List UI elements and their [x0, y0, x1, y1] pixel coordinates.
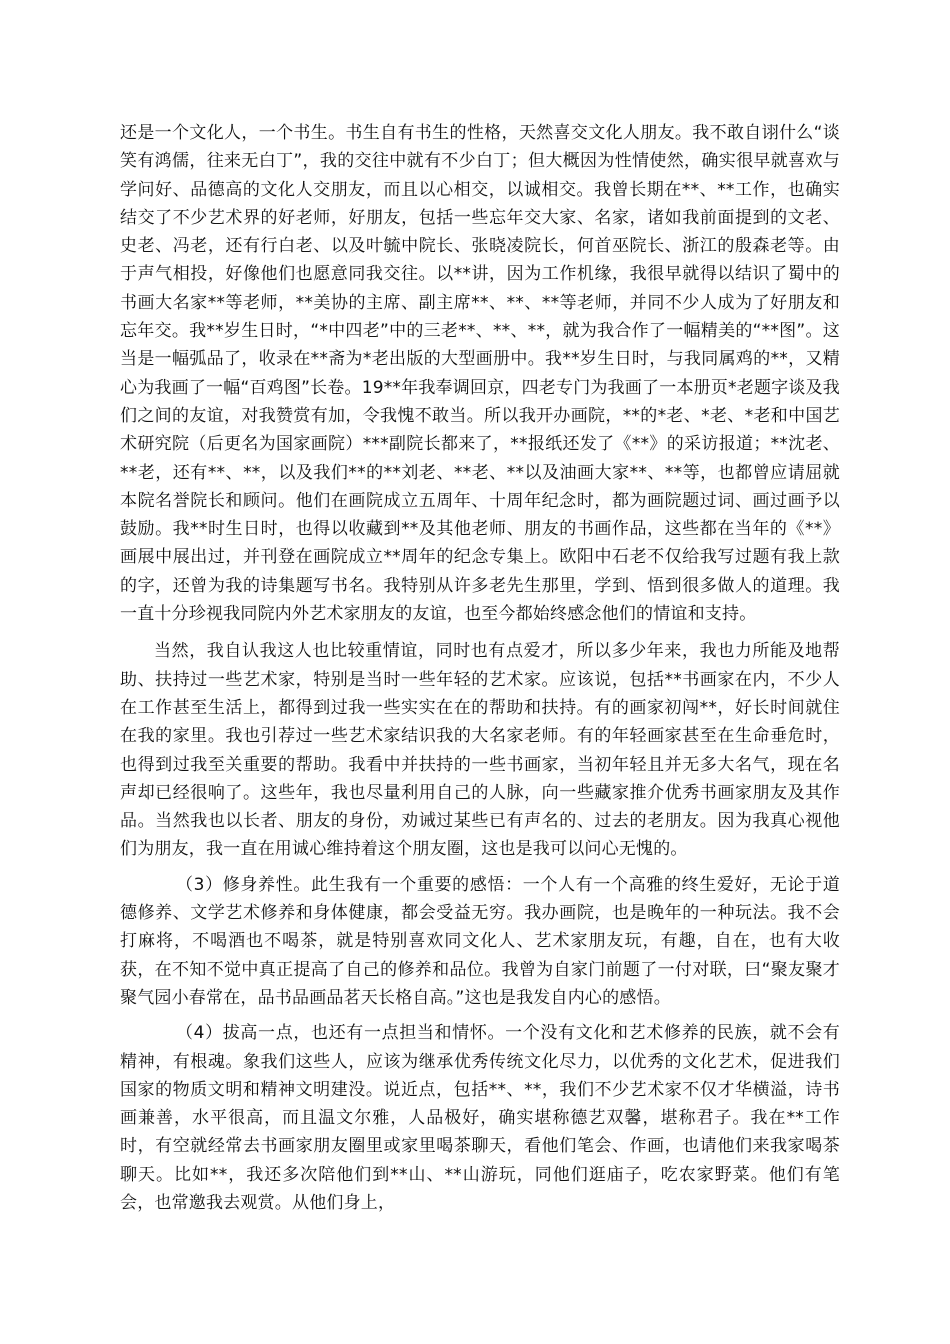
paragraph-helping-artists: 当然，我自认我这人也比较重情谊，同时也有点爱才，所以多少年来，我也力所能及地帮助、扶持过一些艺术家，特别是当时一些年轻的艺术家。应该说，包括**书画家在内，不少人在工作甚至生活上，都得到过我一些实实在在的帮助和扶持。有的画家初闯**，好长时间就住在我的家里。我也引荐过一些艺术家结识我的大名家老师。有的年轻画家甚至在生命垂危时，也得到过我至关重要的帮助。我看中并扶持的一些书画家，当初年轻且并无多大名气，现在名声却已经很响了。这些年，我也尽量利用自己的人脉，向一些藏家推介优秀书画家朋友及其作品。当然我也以长者、朋友的身份，劝诫过某些已有声名的、过去的老朋友。因为我真心视他们为朋友，我一直在用诚心维持着这个朋友圈，这也是我可以问心无愧的。 [120, 641, 840, 860]
document-body [120, 119, 840, 1217]
paragraph-responsibility: （4）拔高一点，也还有一点担当和情怀。一个没有文化和艺术修养的民族，就不会有精神，有根魂。象我们这些人，应该为继承优秀传统文化尽力，以优秀的文化艺术，促进我们国家的物质文明和精神文明建没。说近点，包括**、**，我们不少艺术家不仅才华横溢，诗书画兼善，水平很高，而且温文尔雅，人品极好，确实堪称德艺双馨，堪称君子。我在**工作时，有空就经常去书画家朋友圈里或家里喝茶聊天，看他们笔会、作画，也请他们来我家喝茶聊天。比如**，我还多次陪他们到**山、**山游玩，同他们逛庙子，吃农家野菜。他们有笔会，也常邀我去观赏。从他们身上， [120, 1023, 840, 1213]
paragraph-self-cultivation: （3）修身养性。此生我有一个重要的感悟：一个人有一个高雅的终生爱好，无论于道德修养、文学艺术修养和身体健康，都会受益无穷。我办画院，也是晚年的一种玩法。我不会打麻将，不喝酒也不喝茶，就是特别喜欢同文化人、艺术家朋友玩，有趣，自在，也有大收获，在不知不觉中真正提高了自己的修养和品位。我曾为自家门前题了一付对联，曰“聚友聚才聚气园小春常在，品书品画品茗天长格自高。”这也是我发自内心的感悟。 [120, 874, 840, 1008]
paragraph-friendships: 还是一个文化人，一个书生。书生自有书生的性格，天然喜交文化人朋友。我不敢自诩什么“谈笑有鸿儒，往来无白丁”，我的交往中就有不少白丁；但大概因为性情使然，确实很早就喜欢与学问好、品德高的文化人交朋友，而且以心相交，以诚相交。我曾长期在**、**工作，也确实结交了不少艺术界的好老师，好朋友，包括一些忘年交大家、名家，诸如我前面提到的文老、史老、冯老，还有行白老、以及叶毓中院长、张晓凌院长，何首巫院长、浙江的殷森老等。由于声气相投，好像他们也愿意同我交往。以**讲，因为工作机缘，我很早就得以结识了蜀中的书画大名家**等老师，**美协的主席、副主席**、**、**等老师，并同不少人成为了好朋友和忘年交。我**岁生日时，“*中四老”中的三老**、**、**，就为我合作了一幅精美的“**图”。这当是一幅弧品了，收录在**斋为*老出版的大型画册中。我**岁生日时，与我同属鸡的**，又精心为我画了一幅“百鸡图”长卷。19**年我奉调回京，四老专门为我画了一本册页*老题字谈及我们之间的友谊，对我赞赏有加，令我愧不敢当。所以我开办画院，**的*老、*老、*老和中国艺术研究院（后更名为国家画院）***副院长都来了，**报纸还发了《**》的采访报道；**沈老、**老，还有**、**，以及我们**的**刘老、**老、**以及油画大家**、**等，也都曾应请屈就本院名誉院长和顾问。他们在画院成立五周年、十周年纪念时，都为画院题过词、画过画予以鼓励。我**时生日时，也得以收藏到**及其他老师、朋友的书画作品，这些都在当年的《**》画展中展出过，并刊登在画院成立**周年的纪念专集上。欧阳中石老不仅给我写过题有我上款的字，还曾为我的诗集题写书名。我特别从许多老先生那里，学到、悟到很多做人的道理。我一直十分珍视我同院内外艺术家朋友的友谊，也至今都始终感念他们的情谊和支持。 [120, 123, 840, 625]
